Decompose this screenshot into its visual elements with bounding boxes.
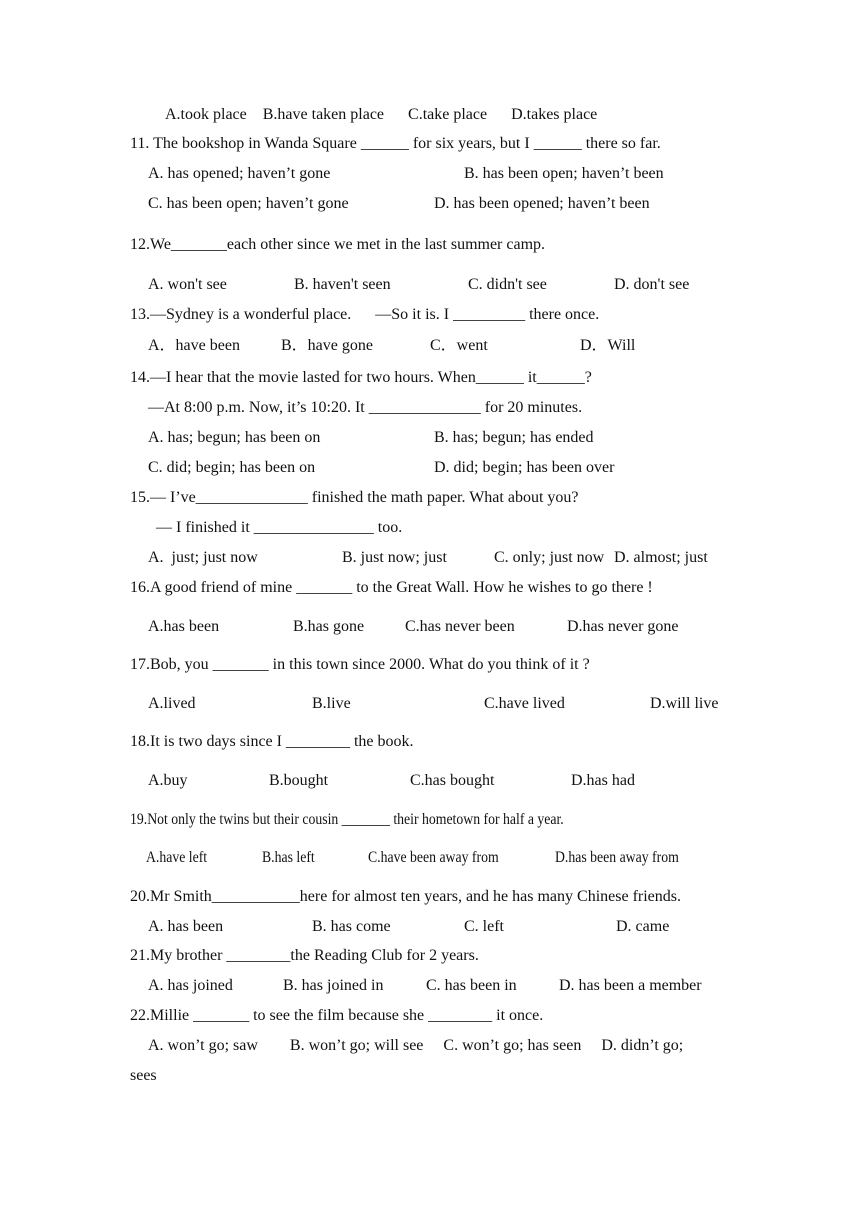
- q15-option-d: D. almost; just: [614, 549, 708, 566]
- q16-option-c: C.has never been: [405, 618, 515, 635]
- q14-option-b: B. has; begun; has ended: [434, 429, 594, 446]
- q22-options: A. won’t go; saw B. won’t go; will see C. won’t go; has seen D. didn’t go;: [148, 1037, 684, 1054]
- q12-option-a: A. won't see: [148, 276, 227, 293]
- q11-option-c: C. has been open; haven’t gone: [148, 195, 349, 212]
- q21-option-a: A. has joined: [148, 977, 233, 994]
- q16-question: 16.A good friend of mine _______ to the Great Wall. How he wishes to go there !: [130, 579, 653, 596]
- q17-option-a: A.lived: [148, 695, 196, 712]
- q13-option-d: D．Will: [580, 337, 636, 354]
- q17-question: 17.Bob, you _______ in this town since 2000. What do you think of it ?: [130, 656, 590, 673]
- q16-option-a: A.has been: [148, 618, 220, 635]
- q21-option-b: B. has joined in: [283, 977, 384, 994]
- q21-option-d: D. has been a member: [559, 977, 702, 994]
- q15-response: — I finished it _______________ too.: [156, 519, 403, 536]
- q14-option-c: C. did; begin; has been on: [148, 459, 316, 476]
- q15-option-b: B. just now; just: [342, 549, 447, 566]
- q14-response: —At 8:00 p.m. Now, it’s 10:20. It ______________ for 20 minutes.: [148, 399, 583, 416]
- q11-option-d: D. has been opened; haven’t been: [434, 195, 650, 212]
- q19-option-d: D.has been away from: [555, 849, 679, 866]
- q22-question: 22.Millie _______ to see the film because she ________ it once.: [130, 1007, 544, 1024]
- q15-question: 15.— I’ve______________ finished the math paper. What about you?: [130, 489, 579, 506]
- q19-option-c: C.have been away from: [368, 849, 499, 866]
- q21-option-c: C. has been in: [426, 977, 517, 994]
- q18-option-c: C.has bought: [410, 772, 495, 789]
- q20-option-b: B. has come: [312, 918, 391, 935]
- q20-option-d: D. came: [616, 918, 670, 935]
- q12-option-d: D. don't see: [614, 276, 690, 293]
- q13-option-c: C．went: [430, 337, 488, 354]
- q12-option-b: B. haven't seen: [294, 276, 391, 293]
- q14-question: 14.—I hear that the movie lasted for two hours. When______ it______?: [130, 369, 592, 386]
- q11-option-b: B. has been open; haven’t been: [464, 165, 664, 182]
- q15-option-a: A. just; just now: [148, 549, 258, 566]
- q12-option-c: C. didn't see: [468, 276, 547, 293]
- q13-question: 13.—Sydney is a wonderful place. —So it is. I _________ there once.: [130, 306, 600, 323]
- q10-options: A.took place B.have taken place C.take place D.takes place: [165, 106, 598, 123]
- q13-option-a: A．have been: [148, 337, 240, 354]
- q19-option-a: A.have left: [146, 849, 208, 866]
- q14-option-d: D. did; begin; has been over: [434, 459, 615, 476]
- q12-question: 12.We_______each other since we met in the last summer camp.: [130, 236, 546, 253]
- q17-option-c: C.have lived: [484, 695, 565, 712]
- q20-option-c: C. left: [464, 918, 504, 935]
- q11-option-a: A. has opened; haven’t gone: [148, 165, 331, 182]
- q11-question: 11. The bookshop in Wanda Square ______ for six years, but I ______ there so far.: [130, 135, 661, 152]
- q14-option-a: A. has; begun; has been on: [148, 429, 321, 446]
- q18-option-a: A.buy: [148, 772, 188, 789]
- q20-option-a: A. has been: [148, 918, 224, 935]
- q22-options-wrap: sees: [130, 1067, 157, 1084]
- q15-option-c: C. only; just now: [494, 549, 605, 566]
- q19-option-b: B.has left: [262, 849, 315, 866]
- q21-question: 21.My brother ________the Reading Club for 2 years.: [130, 947, 479, 964]
- q18-option-d: D.has had: [571, 772, 635, 789]
- q18-question: 18.It is two days since I ________ the book.: [130, 733, 414, 750]
- q17-option-b: B.live: [312, 695, 351, 712]
- q16-option-d: D.has never gone: [567, 618, 679, 635]
- q19-question: 19.Not only the twins but their cousin _______ their hometown for half a year.: [130, 811, 564, 828]
- q16-option-b: B.has gone: [293, 618, 365, 635]
- q13-option-b: B．have gone: [281, 337, 373, 354]
- q17-option-d: D.will live: [650, 695, 719, 712]
- q20-question: 20.Mr Smith___________here for almost ten years, and he has many Chinese friends.: [130, 888, 681, 905]
- q18-option-b: B.bought: [269, 772, 329, 789]
